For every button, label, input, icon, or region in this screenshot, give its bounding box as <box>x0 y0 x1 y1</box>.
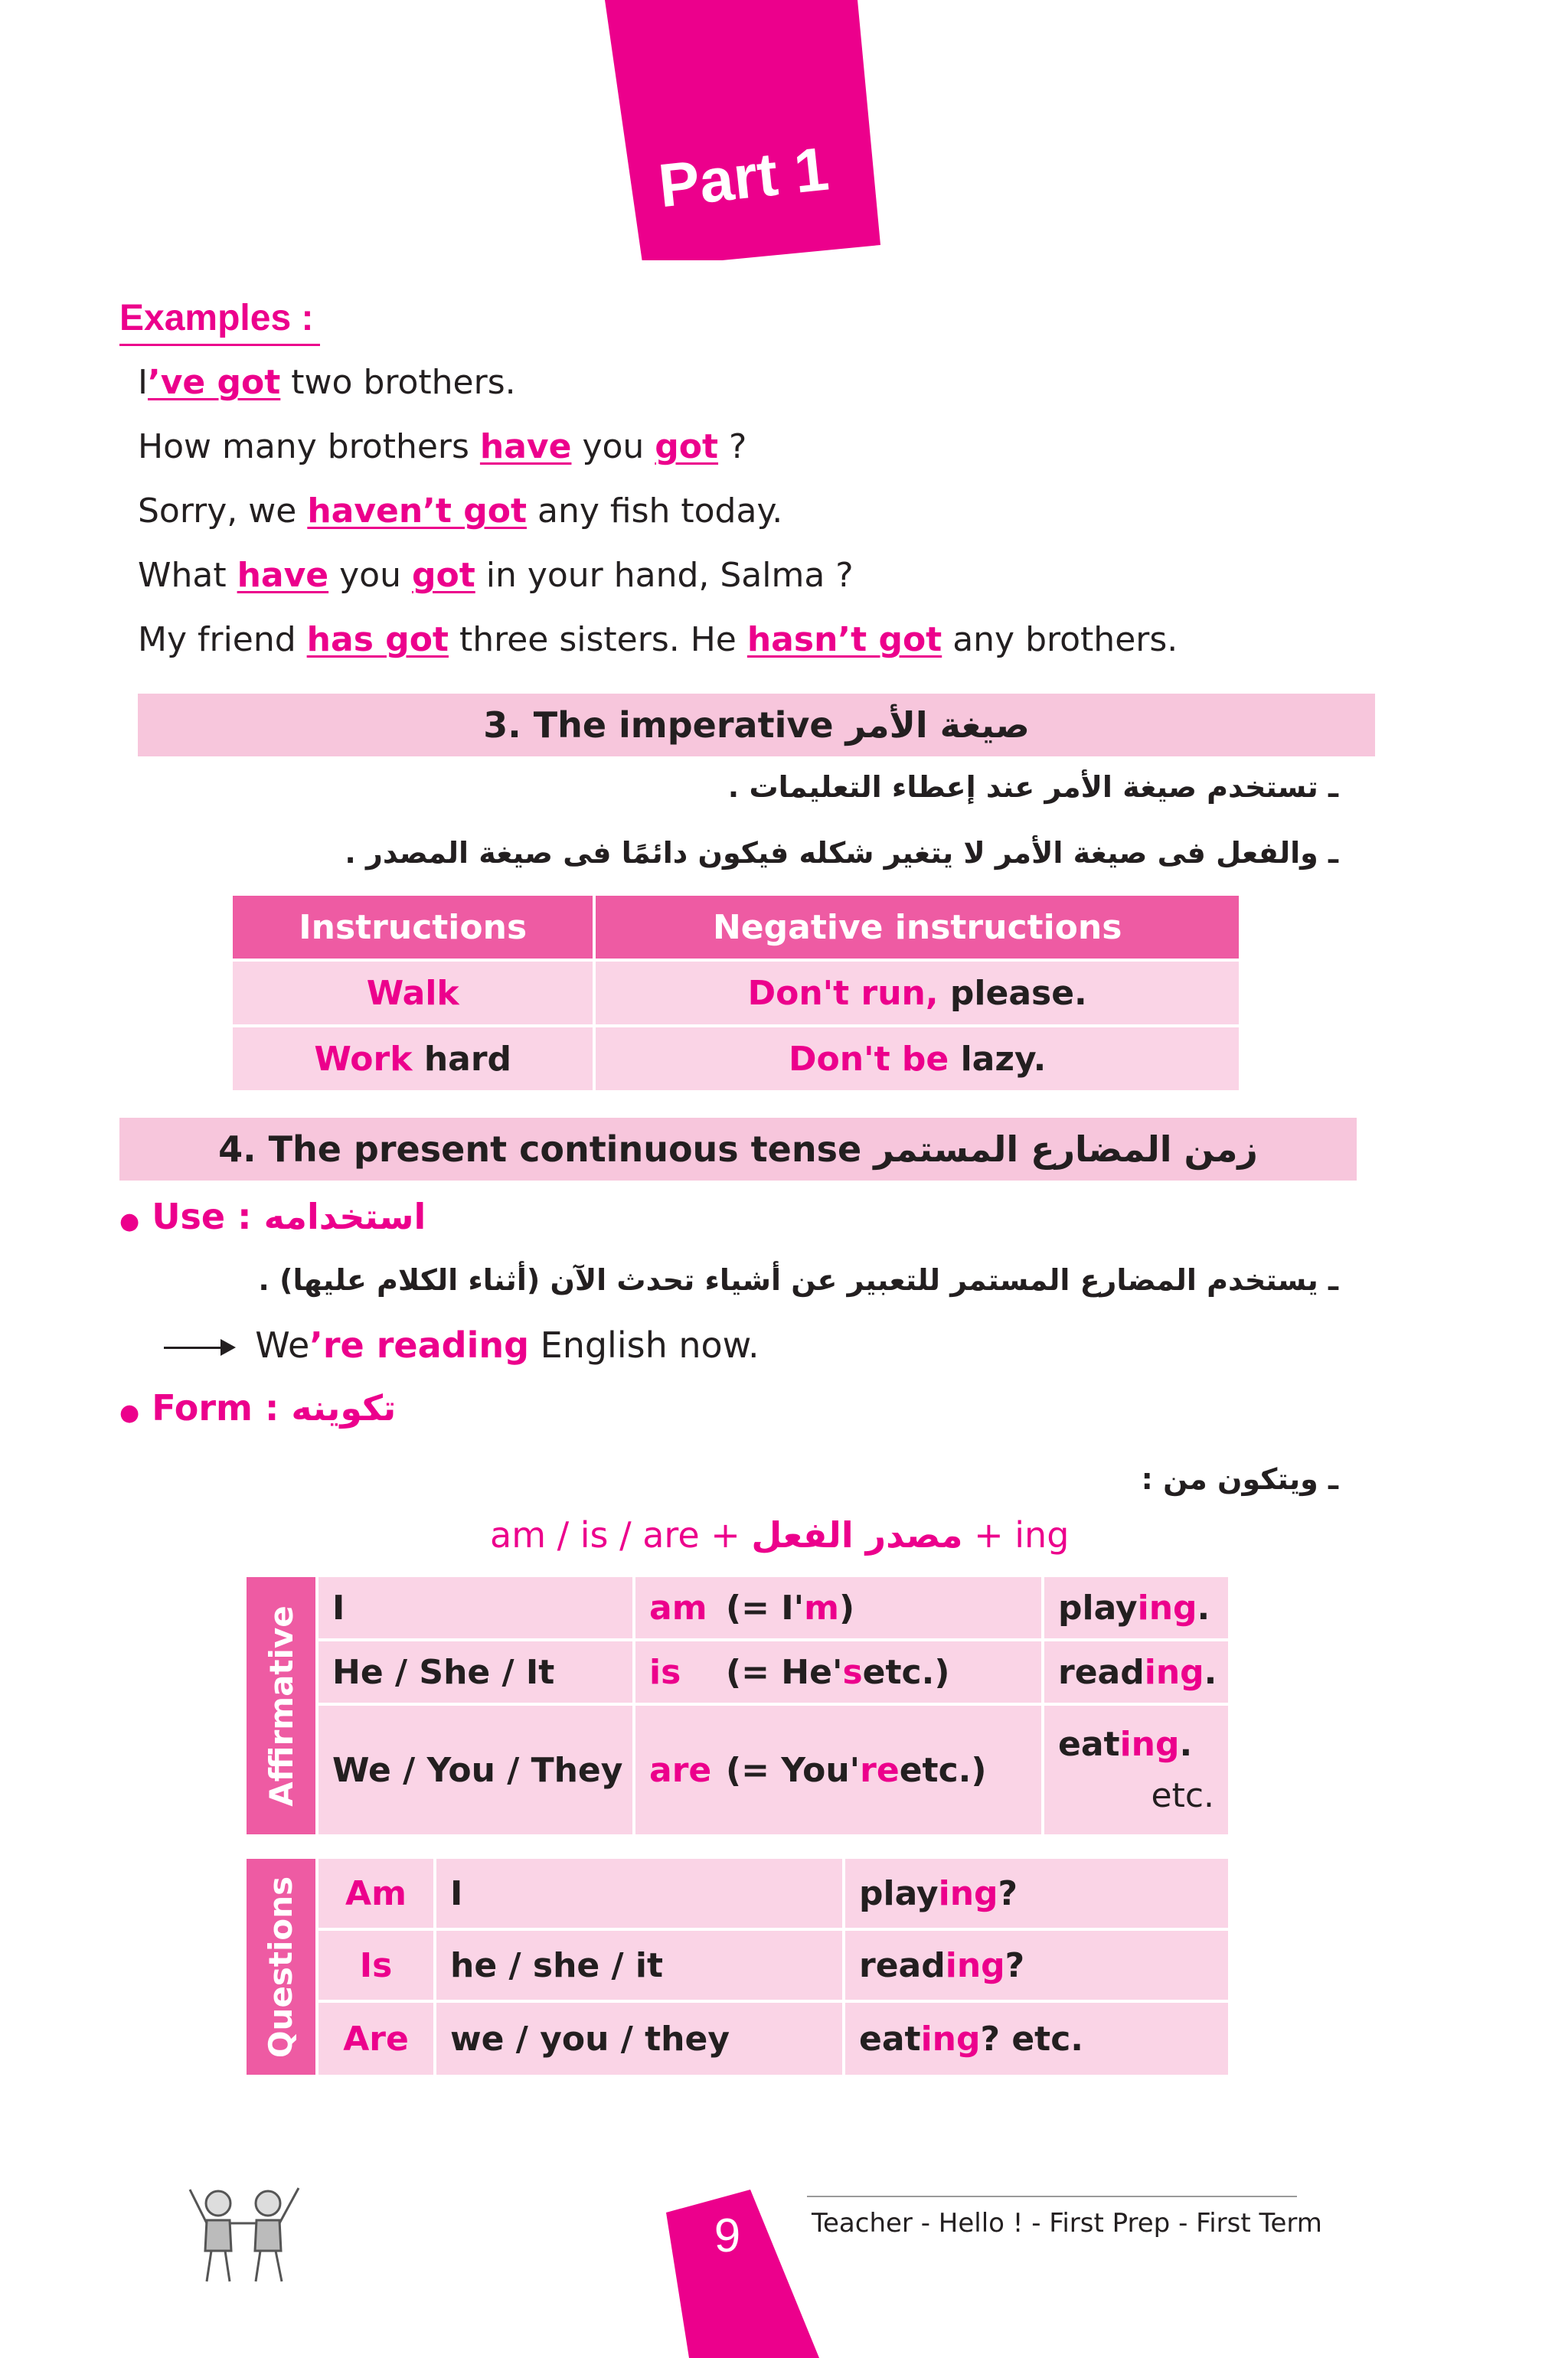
section-title-arabic: صيغة الأمر <box>845 704 1030 746</box>
section-present-continuous-bar <box>119 1118 1357 1181</box>
example-text: How many brothers <box>138 427 480 466</box>
example-keyword: got <box>411 556 475 595</box>
form-label <box>119 1387 396 1429</box>
subject-cell: We / You / They <box>318 1706 632 1834</box>
form-formula <box>490 1514 1069 1556</box>
ending-cell: read ing . <box>1044 1641 1228 1703</box>
use-example <box>164 1324 760 1366</box>
example-keyword: have <box>237 556 329 595</box>
verb-cell: are (= You' re etc.) <box>635 1706 1041 1834</box>
form-note: ـ ويتكون من : <box>1141 1462 1338 1496</box>
section-title: 3. The imperative <box>483 704 834 746</box>
example-text: you <box>328 556 412 595</box>
table-cell <box>231 1026 594 1092</box>
example-line <box>138 553 854 599</box>
examples-heading: Examples : <box>119 297 320 346</box>
arrow-right-icon <box>164 1347 233 1349</box>
example-line <box>138 617 1178 663</box>
example-line <box>138 488 782 534</box>
formula-arabic: مصدر الفعل <box>751 1514 963 1556</box>
example-line <box>138 424 746 470</box>
aux-cell: Is <box>318 1931 433 2000</box>
form-label-arabic: تكوينه <box>291 1387 397 1429</box>
use-label-arabic: استخدامه <box>263 1196 426 1237</box>
formula-part: am / is / are + <box>490 1514 740 1556</box>
table-cell <box>594 960 1240 1026</box>
example-text: English now. <box>529 1324 760 1366</box>
verb-highlight: Don't run, <box>747 973 939 1013</box>
example-text: any fish today. <box>527 492 783 531</box>
table-row <box>231 960 1240 1026</box>
ending-cell <box>1044 1706 1228 1834</box>
page-number: 9 <box>714 2209 741 2262</box>
etc-text: etc. <box>1151 1776 1214 1815</box>
example-keyword: got <box>655 427 719 466</box>
aux-cell: Am <box>318 1859 433 1928</box>
example-keyword: ’re reading <box>309 1324 530 1366</box>
table-header: Instructions <box>231 894 594 960</box>
example-text: My friend <box>138 620 307 659</box>
example-text: What <box>138 556 237 595</box>
subject-cell: He / She / It <box>318 1641 632 1703</box>
ending-cell: read ing ? <box>845 1931 1228 2000</box>
aux-cell: Are <box>318 2003 433 2075</box>
example-text: three sisters. He <box>448 620 747 659</box>
section-title-arabic: زمن المضارع المستمر <box>874 1128 1258 1170</box>
cell-text: hard <box>412 1039 512 1079</box>
cell-text: lazy. <box>949 1039 1047 1079</box>
table-cell <box>231 960 594 1026</box>
example-text: Sorry, we <box>138 492 308 531</box>
affirmative-label: Affirmative <box>247 1577 315 1834</box>
example-text: I <box>138 363 148 402</box>
example-line <box>138 360 516 406</box>
instructions-table <box>230 893 1242 1093</box>
use-note: ـ يستخدم المضارع المستمر للتعبير عن أشياء تحدث الآن (أثناء الكلام عليها) . <box>258 1263 1338 1297</box>
example-text: in your hand, Salma ? <box>475 556 854 595</box>
example-text: two brothers. <box>280 363 516 402</box>
example-text: ? <box>718 427 747 466</box>
example-text: you <box>571 427 655 466</box>
questions-label: Questions <box>247 1859 315 2075</box>
use-label <box>119 1196 426 1237</box>
example-keyword: has got <box>306 620 449 659</box>
verb-highlight: Don't be <box>789 1039 949 1079</box>
example-text: We <box>255 1324 310 1366</box>
use-label-text: Use : <box>152 1196 252 1237</box>
example-text: any brothers. <box>942 620 1178 659</box>
subject-cell: I <box>318 1577 632 1638</box>
example-keyword: hasn’t got <box>746 620 942 659</box>
section-title: 4. The present continuous tense <box>218 1128 862 1170</box>
verb-cell: is (= He' s etc.) <box>635 1641 1041 1703</box>
section-imperative-bar <box>138 694 1375 756</box>
form-label-text: Form : <box>152 1387 279 1429</box>
table-header: Negative instructions <box>594 894 1240 960</box>
verb-cell: am (= I' m ) <box>635 1577 1041 1638</box>
cell-text: please. <box>938 973 1087 1013</box>
ending-cell: play ing ? <box>845 1859 1228 1928</box>
verb-highlight: Work <box>314 1039 413 1079</box>
table-row <box>231 1026 1240 1092</box>
part-title: Part 1 <box>655 134 832 220</box>
bullet-icon: ● <box>119 1399 140 1426</box>
table-cell <box>594 1026 1240 1092</box>
part-banner <box>605 0 880 260</box>
ending-cell: eat ing ? etc. <box>845 2003 1228 2075</box>
kids-mascot-icon <box>176 2174 314 2289</box>
subject-cell: he / she / it <box>436 1931 842 2000</box>
subject-cell: we / you / they <box>436 2003 842 2075</box>
footer-text: Teacher - Hello ! - First Prep - First Term <box>812 2208 1322 2239</box>
ending-line: eating. <box>1058 1725 1193 1764</box>
example-keyword: have <box>479 427 572 466</box>
imperative-note: ـ تستخدم صيغة الأمر عند إعطاء التعليمات . <box>727 770 1338 804</box>
formula-part: + ing <box>974 1514 1070 1556</box>
imperative-note: ـ والفعل فى صيغة الأمر لا يتغير شكله فيكون دائمًا فى صيغة المصدر . <box>345 836 1338 870</box>
ending-cell: play ing . <box>1044 1577 1228 1638</box>
example-keyword: haven’t got <box>307 492 527 531</box>
subject-cell: I <box>436 1859 842 1928</box>
bullet-icon: ● <box>119 1208 140 1235</box>
footer-divider <box>807 2196 1297 2197</box>
verb-highlight: Walk <box>366 973 459 1013</box>
example-keyword: ’ve got <box>147 363 281 402</box>
